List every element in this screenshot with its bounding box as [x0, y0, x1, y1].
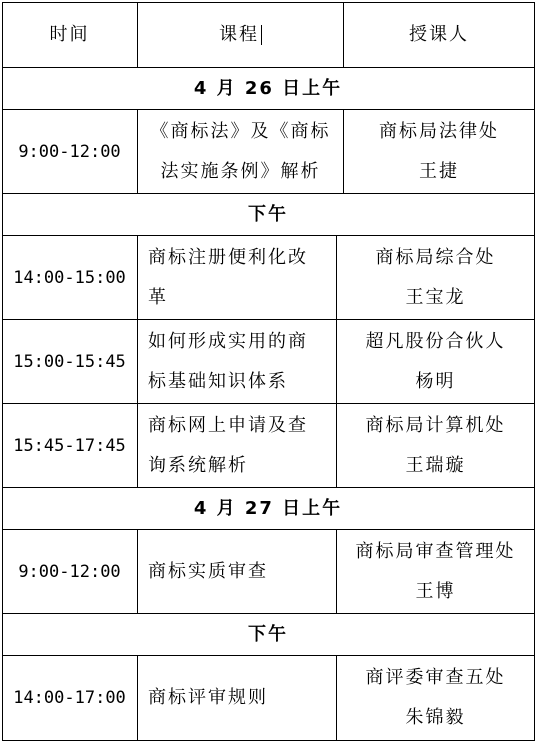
text-cursor — [261, 25, 262, 45]
lecturer-cell — [337, 530, 534, 613]
header-lecturer-label: 授课人 — [409, 24, 469, 45]
time-label: 9:00-12:00 — [18, 561, 121, 582]
course-cell — [138, 404, 336, 487]
lecturer-name: 王捷 — [419, 160, 459, 182]
section-heading-day2-pm — [2, 614, 534, 655]
lecturer-line: 商标局审查管理处 — [355, 540, 516, 562]
course-line: 询系统解析 — [148, 454, 248, 476]
header-time — [2, 3, 137, 67]
course-line: 法实施条例》解析 — [160, 160, 321, 182]
lecturer-cell — [337, 656, 534, 740]
time-cell — [2, 236, 137, 319]
lecturer-name: 王宝龙 — [405, 286, 466, 308]
lecturer-name: 王博 — [415, 580, 456, 602]
header-time-label: 时间 — [49, 24, 90, 45]
lecturer-line: 商标局法律处 — [379, 120, 499, 142]
table-border-bottom — [2, 740, 535, 741]
section-heading-day1-am — [2, 68, 534, 109]
course-line: 商标实质审查 — [148, 560, 268, 582]
time-label: 15:45-17:45 — [13, 435, 126, 456]
section-heading-label: 下午 — [248, 623, 288, 645]
time-cell — [2, 110, 137, 193]
section-heading-label: 4 月 26 日上午 — [193, 77, 343, 99]
time-cell — [2, 656, 137, 740]
time-label: 9:00-12:00 — [18, 141, 121, 162]
course-line: 《商标法》及《商标 — [150, 120, 331, 142]
section-heading-label: 4 月 27 日上午 — [193, 497, 343, 519]
lecturer-cell — [337, 404, 534, 487]
table-border-right — [534, 2, 535, 741]
time-cell — [2, 530, 137, 613]
course-line: 如何形成实用的商 — [148, 330, 308, 352]
time-label: 15:00-15:45 — [13, 351, 126, 372]
section-heading-label: 下午 — [248, 203, 288, 225]
course-line: 革 — [148, 286, 168, 308]
lecturer-cell — [337, 236, 534, 319]
time-label: 14:00-15:00 — [13, 267, 126, 288]
lecturer-name: 王瑞璇 — [405, 454, 466, 476]
section-heading-day1-pm — [2, 194, 534, 235]
section-heading-day2-am — [2, 488, 534, 529]
header-course[interactable] — [138, 3, 343, 67]
course-cell — [138, 656, 336, 740]
course-line: 商标注册便利化改 — [148, 246, 308, 268]
time-cell — [2, 320, 137, 403]
lecturer-cell — [344, 110, 534, 193]
header-course-label: 课程 — [219, 24, 259, 45]
course-cell — [138, 110, 343, 193]
lecturer-line: 商标局计算机处 — [365, 414, 506, 436]
header-lecturer — [344, 3, 534, 67]
lecturer-line: 商评委审查五处 — [365, 667, 506, 688]
lecturer-cell — [337, 320, 534, 403]
time-label: 14:00-17:00 — [13, 688, 126, 708]
lecturer-name: 朱锦毅 — [405, 707, 466, 728]
lecturer-name: 杨明 — [415, 370, 456, 392]
lecturer-line: 超凡股份合伙人 — [365, 330, 506, 352]
time-cell — [2, 404, 137, 487]
course-line: 商标评审规则 — [148, 687, 268, 708]
lecturer-line: 商标局综合处 — [375, 246, 496, 268]
course-line: 商标网上申请及查 — [148, 414, 308, 436]
course-cell — [138, 530, 336, 613]
course-cell — [138, 320, 336, 403]
course-cell — [138, 236, 336, 319]
course-line: 标基础知识体系 — [148, 370, 288, 392]
